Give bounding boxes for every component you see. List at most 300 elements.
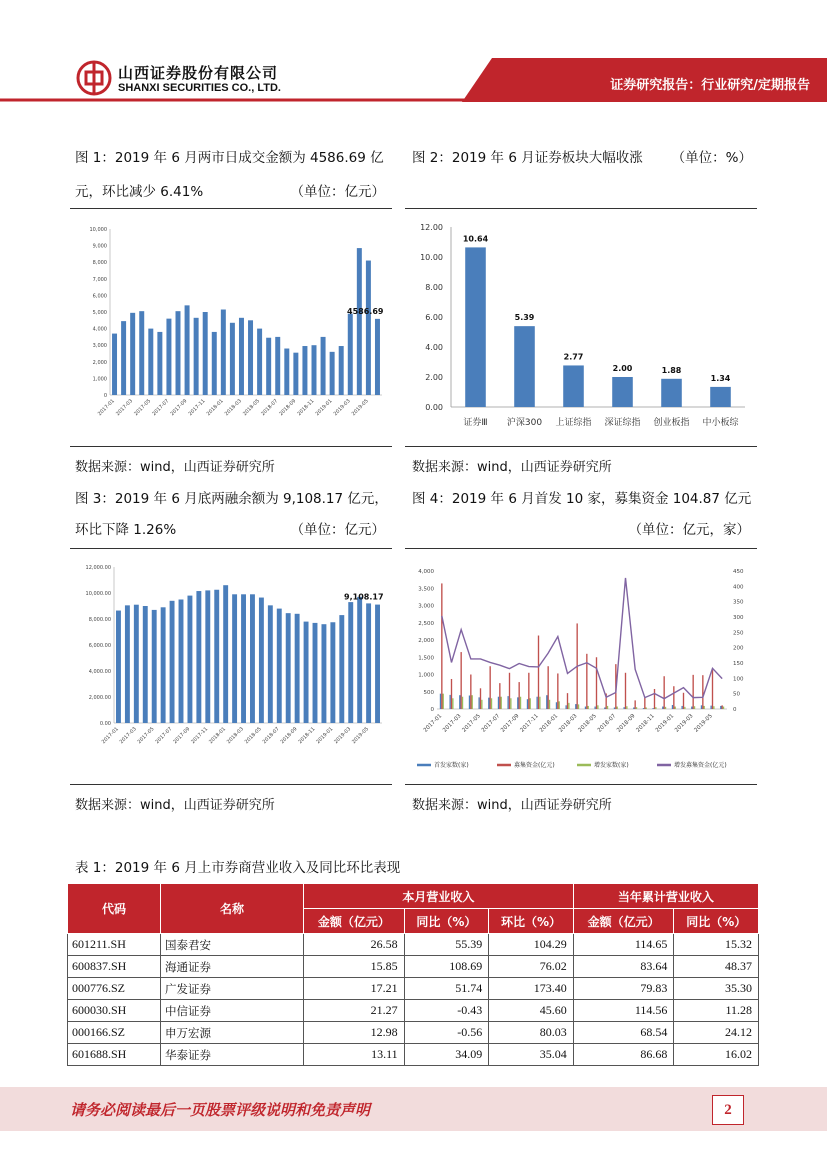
- y-left-tick-label: 0: [430, 707, 434, 713]
- x-category-label: 上证综指: [555, 418, 592, 428]
- fig1-source: 数据来源：wind，山西证券研究所: [75, 460, 275, 475]
- col-ytd-amount-header: 金额（亿元）: [573, 909, 674, 934]
- cell-m-yoy: 108.69: [404, 956, 489, 978]
- x-tick-label: 2017-01: [100, 726, 120, 746]
- bar-annotation: 9,108.17: [344, 592, 384, 602]
- x-tick-label: 2018-05: [241, 398, 262, 418]
- x-tick-label: 2019-05: [350, 726, 371, 746]
- company-name-cn: 山西证券股份有限公司: [118, 64, 279, 82]
- bar: [375, 319, 380, 395]
- y-left-tick-label: 2,500: [418, 620, 434, 627]
- bar: [277, 609, 282, 723]
- y-tick-label: 0.00: [99, 721, 111, 727]
- y-tick-label: 2,000: [92, 359, 107, 366]
- fig1-unit: （单位：亿元）: [290, 184, 385, 200]
- bar: [143, 606, 148, 723]
- bar-2: [617, 707, 618, 709]
- cell-name: 国泰君安: [161, 934, 304, 956]
- cell-code: 601688.SH: [68, 1044, 161, 1066]
- bar-1: [683, 693, 684, 709]
- bar-0: [691, 707, 692, 709]
- bar: [239, 318, 244, 395]
- fig3-top-rule: [70, 548, 392, 549]
- bar-2: [646, 707, 647, 709]
- bar: [112, 334, 117, 395]
- y-tick-label: 10,000: [89, 227, 107, 233]
- bar-1: [721, 705, 722, 709]
- bar-2: [684, 707, 685, 709]
- bar-2: [578, 704, 579, 709]
- y-right-tick-label: 100: [733, 676, 744, 683]
- bar: [248, 320, 253, 395]
- bar-0: [720, 706, 721, 709]
- cell-name: 广发证券: [161, 978, 304, 1000]
- bar-1: [451, 679, 452, 709]
- bar-2: [452, 698, 453, 709]
- bar: [232, 594, 237, 723]
- fig1-bottom-rule: [70, 446, 392, 447]
- bar-1: [460, 652, 461, 709]
- bar-1: [663, 676, 664, 709]
- bar-annotation: 4586.69: [347, 306, 384, 316]
- fig4-caption: 图 4：2019 年 6 月首发 10 家，募集资金 104.87 亿元: [412, 491, 752, 507]
- y-tick-label: 5,000: [92, 310, 107, 316]
- bar-0: [701, 705, 702, 709]
- x-tick-label: 2018-03: [225, 726, 245, 746]
- y-tick-label: 1,000: [92, 376, 107, 383]
- bar: [130, 313, 135, 395]
- x-tick-label: 2019-05: [350, 398, 370, 418]
- bar: [661, 379, 682, 407]
- bar: [230, 323, 235, 395]
- bar-2: [520, 697, 521, 709]
- bar: [366, 603, 371, 723]
- bar-1: [547, 666, 548, 709]
- y-tick-label: 9,000: [92, 243, 107, 250]
- y-right-tick-label: 150: [733, 661, 744, 667]
- bar: [139, 311, 144, 395]
- bar-2: [607, 706, 608, 709]
- bar-0: [614, 707, 615, 709]
- x-tick-label: 2017-07: [154, 726, 174, 746]
- cell-y-yoy: 48.37: [674, 956, 759, 978]
- bar: [275, 337, 280, 395]
- y-tick-label: 8.00: [425, 283, 443, 292]
- bar-0: [594, 707, 595, 709]
- y-tick-label: 8,000.00: [88, 617, 111, 623]
- y-tick-label: 4,000: [92, 326, 107, 333]
- cell-m-amt: 21.27: [304, 1000, 405, 1022]
- y-tick-label: 8,000: [92, 260, 107, 267]
- cell-y-yoy: 24.12: [674, 1022, 759, 1044]
- legend-label: 增发募集资金(亿元): [674, 762, 727, 769]
- bar-0: [565, 705, 566, 709]
- fig1-caption-line2: 元，环比减少 6.41%: [75, 184, 204, 200]
- bar-2: [694, 706, 695, 709]
- x-tick-label: 2018-09: [616, 713, 637, 734]
- x-tick-label: 2018-07: [261, 726, 281, 746]
- x-tick-label: 2018-03: [223, 398, 243, 418]
- x-tick-label: 2017-09: [169, 398, 189, 418]
- x-tick-label: 2017-01: [422, 713, 444, 734]
- cell-name: 申万宏源: [161, 1022, 304, 1044]
- bar-0: [652, 708, 653, 709]
- bar-value-label: 10.64: [462, 234, 489, 244]
- y-tick-label: 6,000: [92, 293, 107, 300]
- cell-m-mom: 45.60: [489, 1000, 574, 1022]
- x-tick-label: 2017-03: [118, 726, 138, 746]
- table-row: [68, 1044, 759, 1066]
- bar-2: [530, 698, 531, 709]
- fig4-top-rule: [405, 548, 757, 549]
- footer-disclaimer: 请务必阅读最后一页股票评级说明和免责声明: [70, 1101, 371, 1119]
- bar-1: [470, 675, 471, 710]
- x-tick-label: 2017-03: [115, 398, 135, 418]
- x-tick-label: 2018-07: [596, 713, 618, 734]
- cell-m-mom: 173.40: [489, 978, 574, 1000]
- bar: [284, 349, 289, 395]
- bar-1: [528, 673, 529, 709]
- y-left-tick-label: 1,500: [418, 655, 434, 662]
- y-tick-label: 7,000: [92, 276, 107, 283]
- y-tick-label: 2,000.00: [88, 695, 111, 701]
- cell-name: 华泰证券: [161, 1044, 304, 1066]
- fig4-chart: [405, 553, 757, 783]
- cell-m-yoy: 34.09: [404, 1044, 489, 1066]
- legend-label: 首发家数(家): [434, 762, 469, 769]
- cell-y-yoy: 35.30: [674, 978, 759, 1000]
- bar: [348, 602, 353, 723]
- bar: [710, 387, 731, 407]
- bar: [170, 601, 175, 723]
- cell-y-amt: 114.56: [573, 1000, 674, 1022]
- bar-2: [568, 703, 569, 709]
- y-right-tick-label: 0: [733, 707, 737, 713]
- x-tick-label: 2017-09: [500, 713, 521, 734]
- cell-m-yoy: 55.39: [404, 934, 489, 956]
- bar-2: [713, 706, 714, 709]
- bar-0: [633, 707, 634, 709]
- bar: [348, 314, 353, 395]
- legend-label: 增发家数(家): [594, 762, 629, 769]
- bar: [121, 321, 126, 395]
- y-tick-label: 2.00: [425, 373, 443, 382]
- bar-0: [672, 705, 673, 709]
- cell-m-yoy: -0.56: [404, 1022, 489, 1044]
- bar-2: [723, 707, 724, 709]
- bar-1: [673, 686, 674, 709]
- bar: [223, 585, 228, 723]
- cell-name: 中信证券: [161, 1000, 304, 1022]
- fig1-top-rule: [70, 208, 392, 209]
- bar-0: [440, 694, 441, 709]
- fig2-source: 数据来源：wind，山西证券研究所: [412, 460, 612, 475]
- bar: [125, 605, 130, 723]
- x-tick-label: 2018-11: [296, 398, 316, 418]
- x-tick-label: 2017-05: [136, 726, 156, 746]
- x-tick-label: 2017-05: [461, 713, 482, 734]
- col-month-amount-header: 金额（亿元）: [304, 909, 405, 934]
- x-tick-label: 2017-11: [519, 713, 540, 734]
- cell-m-amt: 15.85: [304, 956, 405, 978]
- bar-1: [480, 688, 481, 709]
- bar-1: [557, 673, 558, 709]
- bar: [465, 247, 486, 407]
- fig2-chart: [405, 213, 757, 443]
- x-tick-label: 2018-01: [208, 726, 228, 746]
- bar-0: [556, 702, 557, 709]
- fig3-caption-line2: 环比下降 1.26%: [75, 522, 177, 538]
- bar-0: [575, 704, 576, 709]
- cell-m-mom: 76.02: [489, 956, 574, 978]
- bar: [134, 605, 139, 723]
- series-line: [442, 578, 722, 699]
- bar-0: [449, 695, 450, 709]
- table-row: [68, 934, 759, 956]
- bar: [116, 611, 121, 723]
- fig3-chart: [70, 553, 392, 783]
- group-month-header: 本月营业收入: [304, 884, 574, 909]
- y-tick-label: 4.00: [425, 343, 443, 352]
- y-right-tick-label: 350: [733, 599, 744, 606]
- bar: [357, 597, 362, 723]
- bar-0: [662, 707, 663, 709]
- bar: [185, 305, 190, 395]
- table-row: [68, 1022, 759, 1044]
- x-tick-label: 2018-01: [205, 398, 225, 418]
- cell-m-amt: 13.11: [304, 1044, 405, 1066]
- x-category-label: 证券Ⅲ: [463, 418, 488, 428]
- bar-2: [472, 695, 473, 709]
- cell-m-mom: 104.29: [489, 934, 574, 956]
- bar-0: [546, 695, 547, 709]
- y-tick-label: 3,000: [92, 343, 107, 350]
- bar: [205, 590, 210, 723]
- bar-2: [481, 700, 482, 709]
- company-name-en: SHANXI SECURITIES CO., LTD.: [118, 82, 281, 94]
- fig2-unit: （单位：%）: [671, 150, 752, 166]
- fig3-unit: （单位：亿元）: [290, 522, 385, 538]
- x-tick-label: 2018-11: [635, 713, 656, 734]
- x-tick-label: 2017-07: [151, 398, 171, 418]
- cell-y-amt: 83.64: [573, 956, 674, 978]
- cell-y-yoy: 16.02: [674, 1044, 759, 1066]
- bar-0: [604, 707, 605, 709]
- x-category-label: 深证综指: [604, 418, 641, 428]
- y-left-tick-label: 1,000: [418, 672, 434, 679]
- bar: [357, 248, 362, 395]
- bar: [166, 319, 171, 395]
- cell-y-amt: 114.65: [573, 934, 674, 956]
- y-left-tick-label: 4,000: [418, 569, 434, 575]
- bar-1: [625, 673, 626, 709]
- fig4-source: 数据来源：wind，山西证券研究所: [412, 798, 612, 813]
- table-title: 表 1：2019 年 6 月上市券商营业收入及同比环比表现: [75, 860, 401, 876]
- y-tick-label: 0: [103, 393, 107, 399]
- cell-code: 601211.SH: [68, 934, 161, 956]
- bar-0: [459, 695, 460, 709]
- table-row: [68, 956, 759, 978]
- bar-0: [643, 708, 644, 709]
- bar-1: [644, 698, 645, 709]
- bar: [148, 329, 153, 395]
- y-left-tick-label: 2,000: [418, 638, 434, 644]
- cell-y-yoy: 11.28: [674, 1000, 759, 1022]
- x-category-label: 创业板指: [653, 418, 690, 428]
- cell-m-mom: 35.04: [489, 1044, 574, 1066]
- bar: [203, 312, 208, 395]
- bar-1: [538, 636, 539, 709]
- bar-0: [469, 696, 470, 709]
- cell-y-yoy: 15.32: [674, 934, 759, 956]
- bar: [312, 345, 317, 395]
- x-tick-label: 2019-01: [315, 726, 335, 746]
- bar-2: [588, 706, 589, 709]
- bar: [266, 338, 271, 395]
- fig3-bottom-rule: [70, 784, 392, 785]
- bar-1: [634, 700, 635, 709]
- bar-2: [704, 706, 705, 709]
- bar-value-label: 2.77: [563, 352, 584, 362]
- bar: [179, 600, 184, 724]
- y-right-tick-label: 200: [733, 645, 744, 652]
- bar-2: [559, 701, 560, 709]
- report-type: 证券研究报告：行业研究/定期报告: [610, 78, 810, 93]
- bar-2: [626, 706, 627, 709]
- cell-m-mom: 80.03: [489, 1022, 574, 1044]
- bar-2: [462, 697, 463, 709]
- bar-1: [489, 666, 490, 709]
- bar-0: [498, 697, 499, 709]
- bar-1: [499, 683, 500, 709]
- bar: [257, 329, 262, 395]
- x-tick-label: 2017-05: [133, 398, 153, 418]
- y-tick-label: 4,000.00: [88, 669, 111, 675]
- bar: [268, 605, 273, 723]
- y-tick-label: 12.00: [420, 223, 443, 232]
- bar: [339, 615, 344, 723]
- x-tick-label: 2017-03: [442, 713, 463, 734]
- x-tick-label: 2017-11: [190, 726, 210, 746]
- bar-1: [712, 670, 713, 709]
- bar: [293, 353, 298, 395]
- bar-value-label: 5.39: [514, 313, 535, 323]
- cell-m-yoy: 51.74: [404, 978, 489, 1000]
- cell-m-amt: 12.98: [304, 1022, 405, 1044]
- cell-y-amt: 68.54: [573, 1022, 674, 1044]
- x-tick-label: 2018-11: [297, 726, 317, 746]
- y-left-tick-label: 500: [423, 689, 434, 696]
- bar-0: [536, 697, 537, 709]
- broker-revenue-table: [67, 883, 759, 1066]
- y-tick-label: 10,000.00: [85, 591, 111, 597]
- legend-label: 募集资金(亿元): [514, 762, 555, 769]
- bar: [259, 598, 264, 723]
- bar: [214, 590, 219, 723]
- bar: [157, 332, 162, 395]
- bar: [187, 596, 192, 723]
- x-tick-label: 2018-05: [243, 726, 263, 746]
- bar-0: [710, 706, 711, 709]
- y-tick-label: 10.00: [420, 253, 443, 262]
- company-logo: [76, 60, 112, 96]
- fig2-caption: 图 2：2019 年 6 月证券板块大幅收涨: [412, 150, 643, 166]
- x-tick-label: 2019-03: [332, 398, 352, 418]
- x-tick-label: 2017-11: [187, 398, 207, 418]
- bar: [612, 377, 633, 407]
- cell-code: 600030.SH: [68, 1000, 161, 1022]
- bar-1: [441, 583, 442, 709]
- bar-0: [527, 699, 528, 709]
- cell-code: 000776.SZ: [68, 978, 161, 1000]
- bar-2: [443, 694, 444, 709]
- bar: [286, 613, 291, 723]
- y-tick-label: 0.00: [425, 403, 443, 412]
- bar: [250, 594, 255, 723]
- bar: [366, 261, 371, 395]
- table-row: [68, 1000, 759, 1022]
- col-month-mom-header: 环比（%）: [489, 909, 574, 934]
- bar-2: [636, 707, 637, 709]
- bar: [152, 610, 157, 723]
- cell-m-amt: 17.21: [304, 978, 405, 1000]
- cell-y-amt: 86.68: [573, 1044, 674, 1066]
- bar-1: [654, 689, 655, 709]
- bar-value-label: 1.34: [710, 373, 731, 383]
- bar: [514, 326, 535, 407]
- bar: [295, 614, 300, 723]
- fig4-bottom-rule: [405, 784, 757, 785]
- bar-0: [623, 707, 624, 709]
- bar: [176, 311, 181, 395]
- y-left-tick-label: 3,500: [418, 586, 434, 593]
- bar-2: [675, 707, 676, 709]
- bar: [241, 594, 246, 723]
- cell-code: 600837.SH: [68, 956, 161, 978]
- col-name-header: 名称: [161, 884, 304, 934]
- fig3-source: 数据来源：wind，山西证券研究所: [75, 798, 275, 813]
- bar-2: [510, 698, 511, 709]
- y-right-tick-label: 400: [733, 584, 744, 591]
- x-tick-label: 2019-03: [674, 713, 695, 734]
- bar: [196, 591, 201, 723]
- x-tick-label: 2017-07: [480, 713, 502, 734]
- y-right-tick-label: 250: [733, 630, 744, 637]
- bar: [313, 623, 318, 723]
- bar: [302, 346, 307, 395]
- bar-0: [478, 697, 479, 709]
- bar-value-label: 1.88: [661, 365, 682, 375]
- fig4-unit: （单位：亿元，家）: [628, 522, 750, 538]
- x-tick-label: 2017-09: [172, 726, 192, 746]
- bar-2: [539, 697, 540, 709]
- bar-2: [655, 707, 656, 709]
- bar: [321, 337, 326, 395]
- y-tick-label: 6.00: [425, 313, 443, 322]
- bar-1: [567, 693, 568, 709]
- col-month-yoy-header: 同比（%）: [404, 909, 489, 934]
- bar-1: [692, 675, 693, 709]
- bar: [375, 605, 380, 723]
- bar-0: [488, 698, 489, 709]
- bar: [221, 310, 226, 395]
- bar-1: [596, 657, 597, 709]
- bar: [330, 622, 335, 723]
- group-ytd-header: 当年累计营业收入: [573, 884, 758, 909]
- x-category-label: 中小板综: [702, 418, 739, 428]
- x-tick-label: 2019-01: [314, 398, 334, 418]
- cell-y-amt: 79.83: [573, 978, 674, 1000]
